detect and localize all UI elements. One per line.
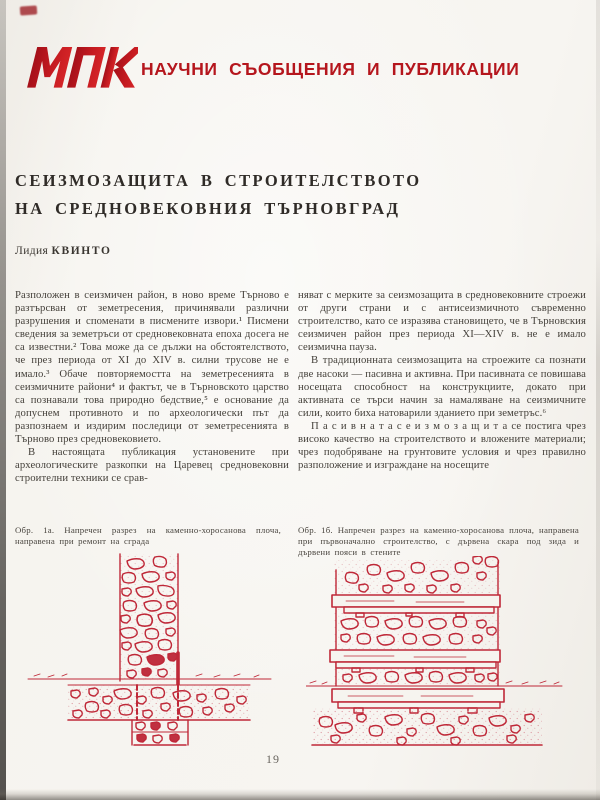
masthead-title: НАУЧНИ СЪОБЩЕНИЯ И ПУБЛИКАЦИИ — [141, 59, 520, 79]
body-paragraph: Разположен в сеизмичен район, в ново време Търново е разтърсван от земетресения, причинявали различни разрушения и споменати в писмените извори.¹ Писмени сведения за земетръси от средновековната епоха досега не са известни.² Това може да се дължи на обстоятелството, че през периода от XI до XIV в. силни трусове не е имало.³ Обаче повторяемостта на земетресенията в сеизмичните райони⁴ и фактът, че в Търновското царство са познавали това природно бедствие,⁵ е основание да допуснем противното и по археологически път да разпознаем и издирим последици от земетресенията в Търново през средновековието. — [15, 289, 289, 446]
scan-edge-bottom — [0, 789, 600, 800]
author-first-name: Лидия — [15, 245, 49, 257]
author-last-name: КВИНТО — [51, 245, 112, 257]
scan-red-smudge — [20, 5, 38, 15]
mpk-logo-icon — [26, 34, 138, 102]
figure-1a-drawing — [8, 548, 293, 783]
article-title-line2: НА СРЕДНОВЕКОВНИЯ ТЪРНОВГРАД — [15, 199, 401, 218]
mpk-logo — [26, 34, 138, 102]
scan-edge-right — [596, 0, 600, 800]
article-title — [15, 167, 475, 223]
figure-1a-caption: Обр. 1а. Напречен разрез на каменно-хоросанова плоча, направена при ремонт на сграда — [15, 524, 281, 546]
figure-1b-caption: Обр. 1б. Напречен разрез на каменно-хоросанова плоча, направена при първоначално строителство, с дървена скара под зида и дървени пояси в стените — [298, 524, 579, 557]
right-column — [298, 289, 586, 513]
body-paragraph: В традиционната сеизмозащита на строежите са познати две насоки — пасивна и активна. При пасивната се повишава носещата способност на конструкциите, докато при активната се търси начин за намаляване на сеизмичните сили, които биха натоварили зданието при земетръс.⁶ — [298, 354, 586, 419]
scan-edge-left — [0, 0, 6, 800]
body-paragraph: П а с и в н а т а с е и з м о з а щ и т а се постига чрез високо качество на строителството и вложените материали; чрез подобряване на грунтовите условия и чрез правилно разположение и изграждане на носещите — [298, 419, 586, 472]
left-column — [15, 289, 289, 513]
body-paragraph: няват с мерките за сеизмозащита в средновековните строежи от други страни и с антисеизмичното съвременно строителство, като се изразява становището, че в Търновския сеизмичен район през периода XI—XIV в. не е имало сеизмична пауза. — [298, 289, 586, 354]
body-paragraph: В настоящата публикация установените при археологическите разкопки на Царевец средновековни строителни техники се срав- — [15, 446, 289, 485]
article-title-line1: СЕИЗМОЗАЩИТА В СТРОИТЕЛСТВОТО — [15, 171, 422, 190]
page-number: 19 — [266, 752, 280, 766]
figure-1b-drawing — [306, 556, 576, 781]
author-name — [15, 245, 112, 257]
